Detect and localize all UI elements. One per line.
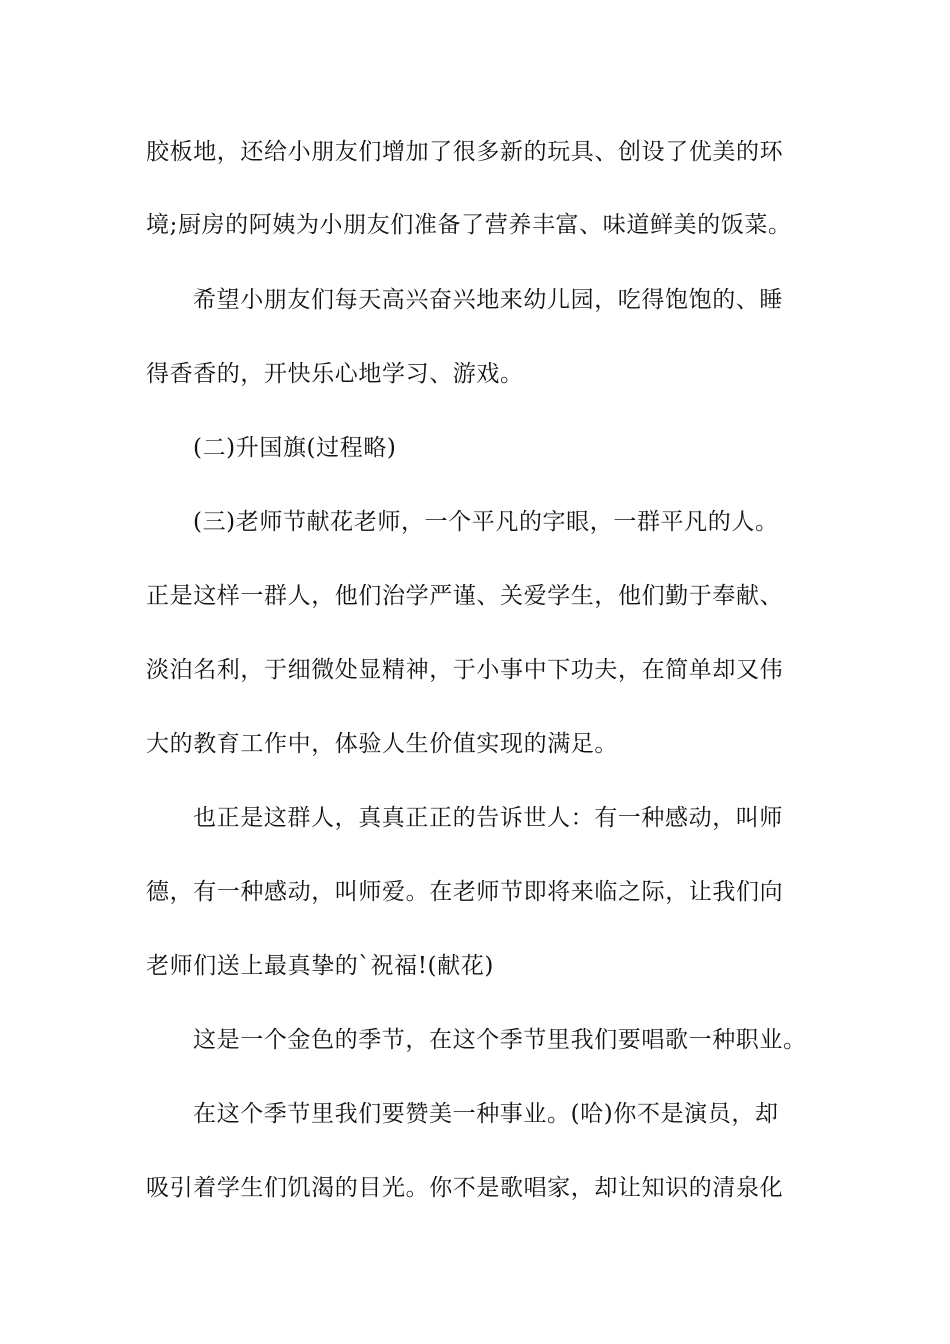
text-line: 吸引着学生们饥渴的目光。你不是歌唱家，却让知识的清泉化 [146,1175,784,1201]
text-line: 老师们送上最真挚的`祝福!(献花) [146,953,494,979]
paragraph-start: 也正是这群人，真真正正的告诉世人：有一种感动，叫师 [193,805,783,831]
text-line: 大的教育工作中，体验人生价值实现的满足。 [146,731,618,757]
text-line: 德，有一种感动，叫师爱。在老师节即将来临之际，让我们向 [146,879,784,905]
text-line: 淡泊名利，于细微处显精神，于小事中下功夫，在简单却又伟 [146,657,784,683]
text-line: 胶板地，还给小朋友们增加了很多新的玩具、创设了优美的环 [146,139,784,165]
text-line: 得香香的，开快乐心地学习、游戏。 [146,361,524,387]
section-heading: (三)老师节献花老师，一个平凡的字眼，一群平凡的人。 [193,509,779,535]
paragraph-start: 这是一个金色的季节，在这个季节里我们要唱歌一种职业。 [193,1027,807,1053]
paragraph-start: 在这个季节里我们要赞美一种事业。(哈)你不是演员，却 [193,1101,779,1127]
paragraph-start: 希望小朋友们每天高兴奋兴地来幼儿园，吃得饱饱的、睡 [193,287,783,313]
text-line: 境;厨房的阿姨为小朋友们准备了营养丰富、味道鲜美的饭菜。 [146,212,792,238]
text-line: 正是这样一群人，他们治学严谨、关爱学生，他们勤于奉献、 [146,583,784,609]
section-heading: (二)升国旗(过程略) [193,435,397,461]
